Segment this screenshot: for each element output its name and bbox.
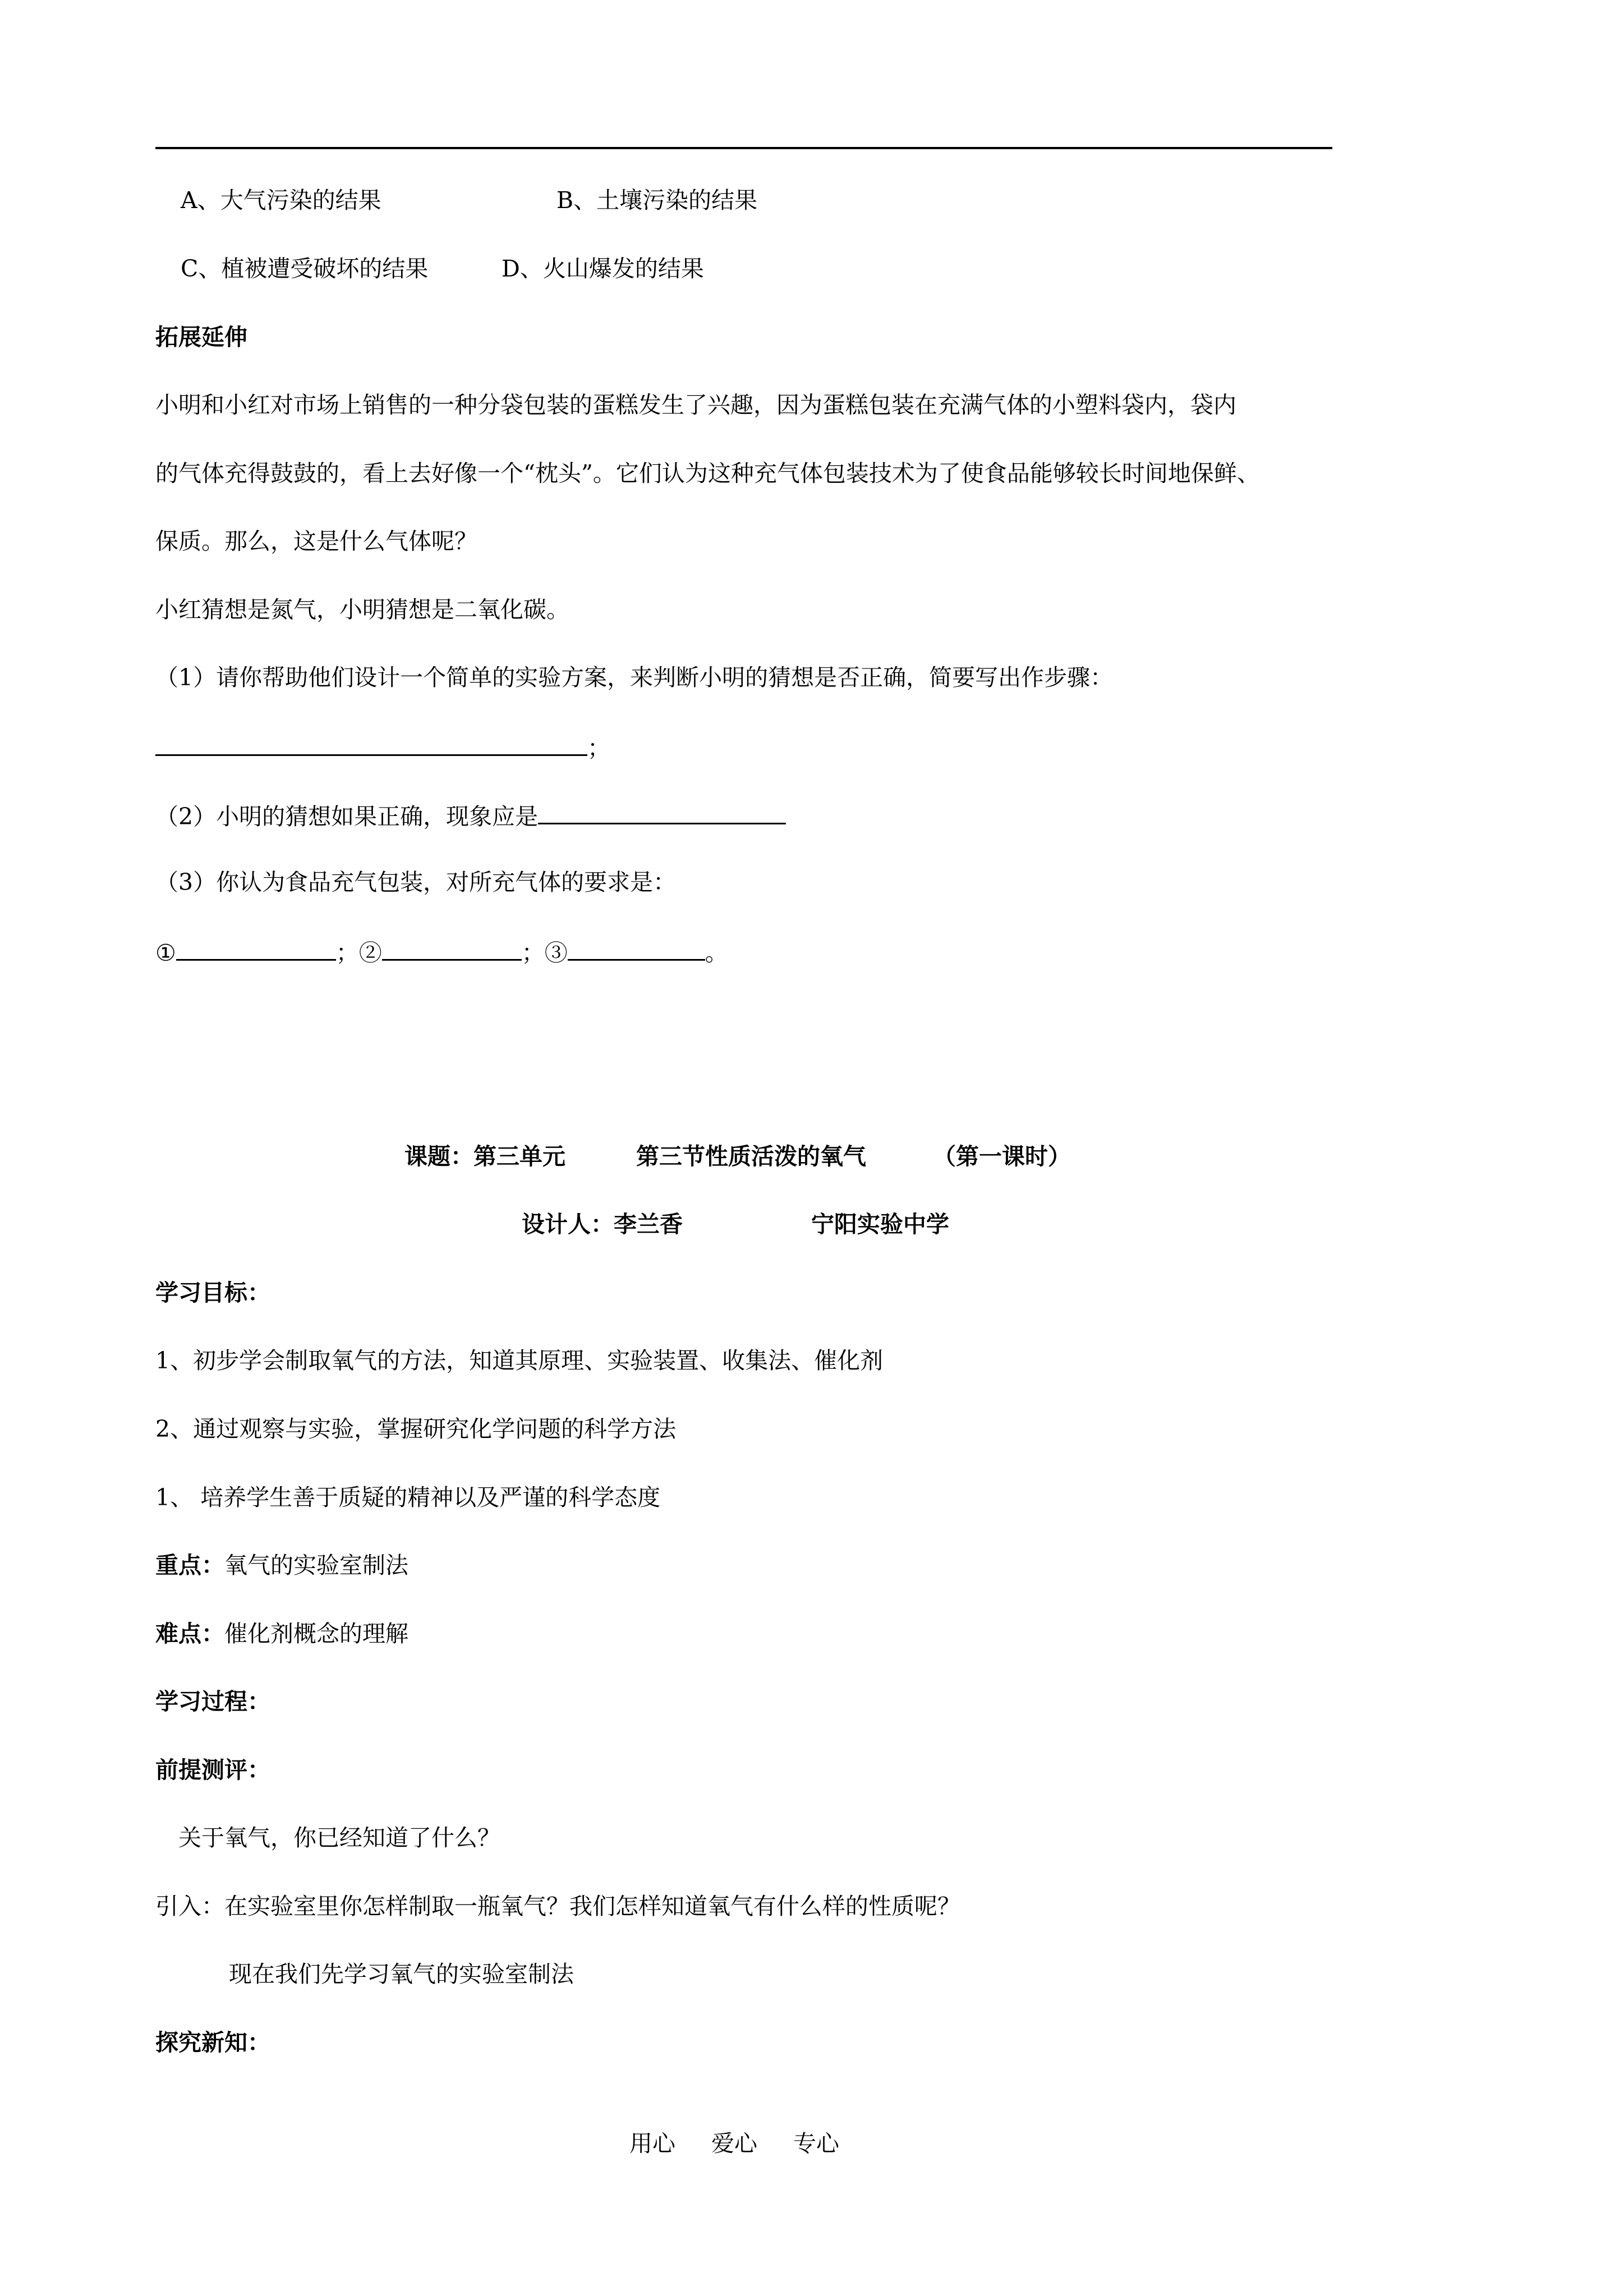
answer-line-1	[155, 732, 610, 762]
answer-blank-3-1[interactable]	[176, 937, 336, 961]
footer-word-2: 爱心	[711, 2130, 757, 2157]
lesson-title-section: 第三节性质活泼的氧气	[636, 1143, 866, 1170]
header-rule	[155, 147, 1332, 149]
answer-1-end: ；	[587, 734, 610, 762]
circled-2: ；②	[335, 939, 382, 966]
goal-2: 2、通过观察与实验，掌握研究化学问题的科学方法	[155, 1416, 677, 1442]
pretest-question: 关于氧气，你已经知道了什么？	[178, 1824, 500, 1851]
key-point-label: 重点：	[155, 1552, 224, 1579]
designer: 设计人：李兰香	[522, 1211, 683, 1238]
footer-word-3: 专心	[793, 2130, 839, 2157]
lesson-title-prefix: 课题：第三单元	[404, 1143, 565, 1170]
option-a: A、大气污染的结果	[181, 187, 381, 214]
difficulty-label: 难点：	[155, 1620, 224, 1647]
lesson-title-period: （第一课时）	[933, 1143, 1071, 1170]
footer-word-1: 用心	[629, 2130, 675, 2157]
circled-3: ；③	[521, 939, 568, 966]
extension-paragraph-line-1: 小明和小红对市场上销售的一种分袋包装的蛋糕发生了兴趣，因为蛋糕包装在充满气体的小塑料袋内，袋内	[155, 391, 1236, 418]
question-2	[155, 801, 786, 831]
difficulty-text: 催化剂概念的理解	[224, 1620, 408, 1647]
answer-blank-3-3[interactable]	[568, 937, 705, 961]
goals-heading: 学习目标：	[155, 1279, 270, 1306]
process-heading: 学习过程：	[155, 1688, 270, 1715]
goal-3: 1、 培养学生善于质疑的精神以及严谨的科学态度	[155, 1484, 661, 1511]
guess-text: 小红猜想是氮气，小明猜想是二氧化碳。	[155, 596, 569, 623]
circled-1: ①	[155, 939, 176, 966]
option-d: D、火山爆发的结果	[502, 255, 704, 282]
extension-heading: 拓展延伸	[155, 324, 247, 351]
extension-paragraph-line-3: 保质。那么，这是什么气体呢？	[155, 528, 477, 555]
intro-2: 现在我们先学习氧气的实验室制法	[229, 1961, 574, 1988]
difficulty	[155, 1620, 408, 1648]
goal-1: 1、初步学会制取氧气的方法，知道其原理、实验装置、收集法、催化剂	[155, 1347, 884, 1374]
key-point-text: 氧气的实验室制法	[224, 1552, 408, 1579]
intro: 引入：在实验室里你怎样制取一瓶氧气？我们怎样知道氧气有什么样的性质呢？	[155, 1893, 960, 1920]
answer-blank-2[interactable]	[538, 801, 786, 824]
extension-paragraph-line-2: 的气体充得鼓鼓的，看上去好像一个“枕头”。它们认为这种充气体包装技术为了使食品能够较长时间地保鲜、	[155, 460, 1260, 487]
school: 宁阳实验中学	[811, 1211, 949, 1238]
question-3: （3）你认为食品充气包装，对所充气体的要求是：	[155, 869, 677, 896]
explore-heading: 探究新知：	[155, 2029, 270, 2056]
option-b: B、土壤污染的结果	[556, 187, 758, 214]
question-2-text: （2）小明的猜想如果正确，现象应是	[155, 803, 539, 830]
answer-blank-3-2[interactable]	[382, 937, 522, 961]
question-1: （1）请你帮助他们设计一个简单的实验方案，来判断小明的猜想是否正确，简要写出作步骤：	[155, 664, 1114, 691]
key-point	[155, 1552, 408, 1579]
answer-blank-1[interactable]	[155, 732, 587, 756]
answer-3-end: 。	[705, 939, 728, 966]
question-3-answers	[155, 937, 728, 967]
pretest-heading: 前提测评：	[155, 1756, 270, 1783]
option-c: C、植被遭受破坏的结果	[181, 255, 429, 282]
footer	[629, 2130, 839, 2157]
